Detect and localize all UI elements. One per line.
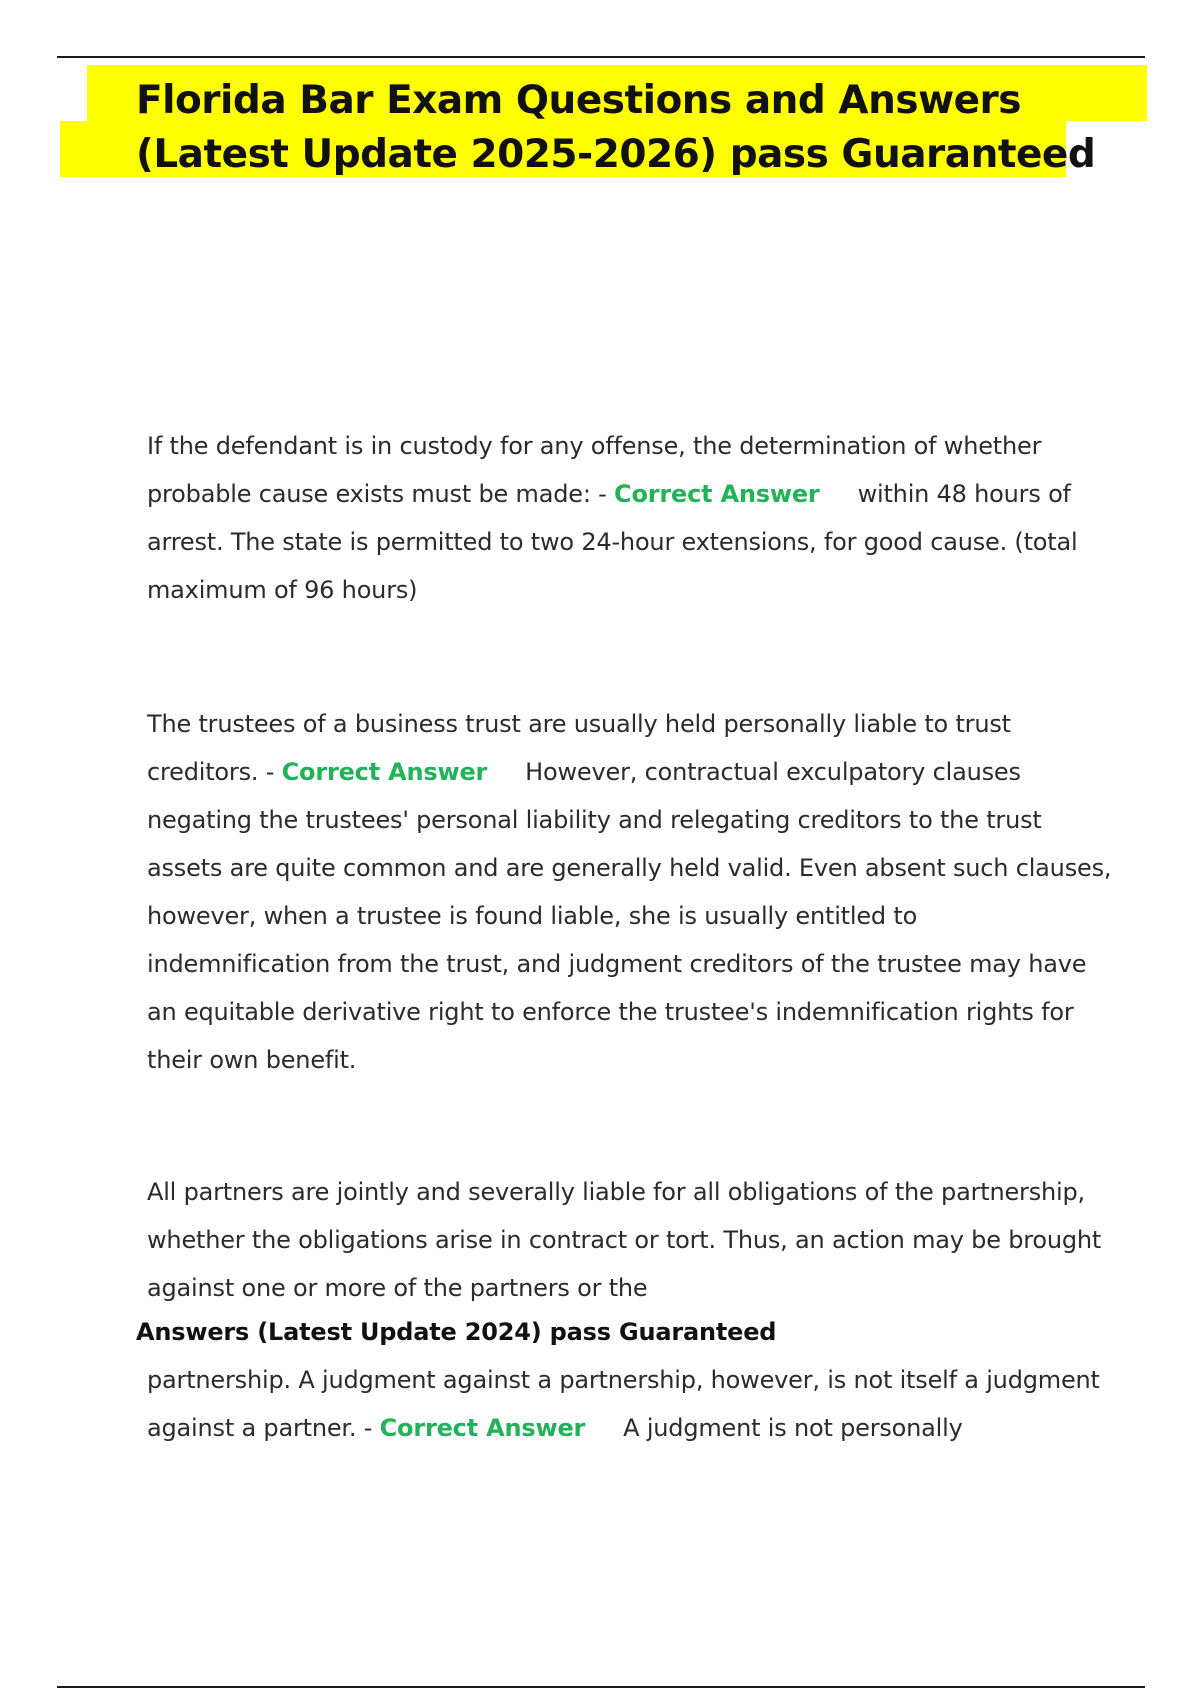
document-title (136, 74, 1136, 182)
qa-line: If the defendant is in custody for any offense, the determination of whether (147, 432, 1042, 460)
qa-line: whether the obligations arise in contract or tort. Thus, an action may be brought (147, 1226, 1102, 1254)
qa-line: their own benefit. (147, 1046, 357, 1074)
qa-line-with-answer (147, 748, 1087, 796)
answer-text: A judgment is not personally (623, 1414, 963, 1442)
qa-item-3 (147, 1168, 1102, 1312)
qa-line-text: against a partner. - (147, 1414, 380, 1442)
qa-line: against one or more of the partners or the (147, 1274, 648, 1302)
correct-answer-label: Correct Answer (281, 758, 488, 786)
qa-line-with-answer (147, 1404, 1087, 1452)
qa-line: indemnification from the trust, and judgment creditors of the trustee may have (147, 950, 1087, 978)
title-line-2: (Latest Update 2025-2026) pass Guaranteed (136, 132, 1096, 177)
qa-line-with-answer (147, 470, 1087, 518)
correct-answer-label: Correct Answer (614, 480, 820, 508)
qa-item-3-continued (147, 1356, 1100, 1452)
qa-item-1 (147, 422, 1087, 614)
title-line-1: Florida Bar Exam Questions and Answers (136, 78, 1022, 123)
qa-line: however, when a trustee is found liable, she is usually entitled to (147, 902, 918, 930)
qa-line-text: probable cause exists must be made: - (147, 480, 615, 508)
qa-line: All partners are jointly and severally liable for all obligations of the partnership, (147, 1178, 1085, 1206)
qa-item-2 (147, 700, 1112, 1084)
bottom-rule (57, 1686, 1145, 1688)
qa-line-text: creditors. - (147, 758, 282, 786)
answer-text: However, contractual exculpatory clauses (525, 758, 1021, 786)
qa-line: partnership. A judgment against a partnership, however, is not itself a judgment (147, 1366, 1100, 1394)
qa-line: The trustees of a business trust are usually held personally liable to trust (147, 710, 1011, 738)
top-rule (57, 56, 1145, 58)
qa-line: assets are quite common and are generally held valid. Even absent such clauses, (147, 854, 1112, 882)
qa-line: an equitable derivative right to enforce the trustee's indemnification rights for (147, 998, 1074, 1026)
qa-line: maximum of 96 hours) (147, 576, 418, 604)
correct-answer-label: Correct Answer (379, 1414, 586, 1442)
running-header: Answers (Latest Update 2024) pass Guaranteed (136, 1318, 777, 1346)
answer-text: within 48 hours of (857, 480, 1071, 508)
qa-line: negating the trustees' personal liability and relegating creditors to the trust (147, 806, 1042, 834)
qa-line: arrest. The state is permitted to two 24-hour extensions, for good cause. (total (147, 528, 1078, 556)
